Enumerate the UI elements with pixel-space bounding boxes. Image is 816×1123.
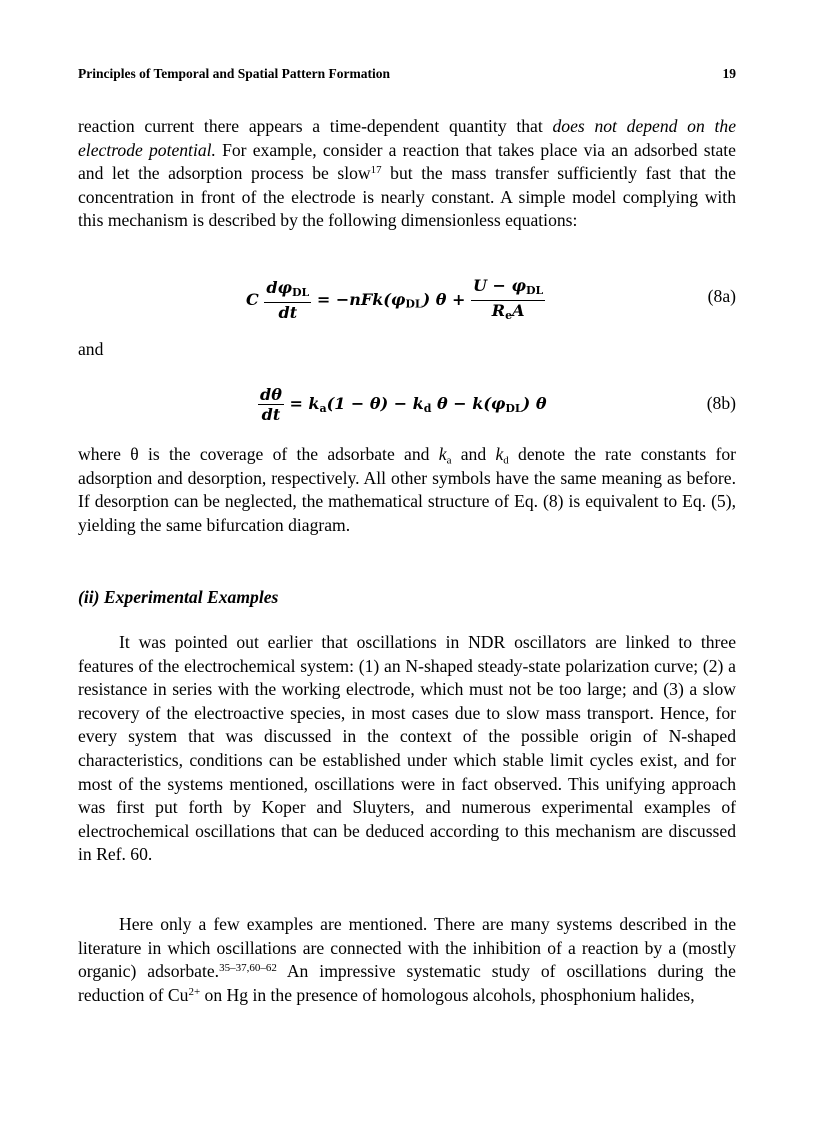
equation-8b: [78, 385, 736, 435]
eq8a-mid-sub: DL: [405, 297, 423, 311]
p2-kd-sub: d: [503, 454, 509, 467]
p1-text-a: reaction current there appears a time-dependent quantity that: [78, 116, 553, 136]
equation-8a-label: (8a): [707, 286, 736, 306]
eq8b-p3: θ − k(φ: [431, 394, 506, 413]
eq8a-den2: R: [491, 300, 506, 320]
running-title: Principles of Temporal and Spatial Pattern Formation: [78, 66, 390, 81]
p2-text-a: where θ is the coverage of the adsorbate and: [78, 444, 439, 464]
and-connector: and: [78, 339, 104, 359]
p2-ka: k: [438, 444, 447, 464]
p4-text-b: An impressive systematic study of oscillations during the reduction of Cu: [78, 961, 736, 1005]
eq8a-den2-sub: e: [505, 308, 513, 322]
eq8a-mid-tail: ) θ +: [422, 289, 466, 309]
citation-17: 17: [370, 164, 382, 177]
eq8b-p1-sub: a: [319, 401, 327, 415]
p2-text-b: and: [451, 444, 496, 464]
eq8a-mid: = −nFk(φ: [316, 289, 406, 309]
eq8b-p3-sub: DL: [505, 401, 523, 415]
eq8b-p2: (1 − θ) − k: [326, 394, 424, 413]
p1-text-b: For example, consider a reaction that takes place via an adsorbed state and let the adsorption process be slow: [78, 139, 736, 184]
eq8b-fraction: [258, 385, 284, 424]
section-heading: (ii) Experimental Examples: [78, 587, 279, 607]
p2-kd: k: [495, 444, 504, 464]
page-number: 19: [722, 66, 736, 81]
eq8b-p2-sub: d: [423, 401, 432, 415]
running-header: [78, 66, 736, 84]
equation-8b-body: [258, 385, 546, 424]
eq8b-num: dθ: [260, 385, 282, 404]
eq8b-p4: ) θ: [522, 394, 547, 413]
eq8a-den1: dt: [278, 303, 298, 323]
eq8b-den: dt: [261, 405, 281, 424]
eq8b-p1: = k: [289, 394, 320, 413]
p4-text-a: Here only a few examples are mentioned. There are many systems described in the literature in which oscillations are connected with the inhibition of a reaction by a (mostly organic) adsorbate.: [78, 914, 736, 982]
paragraph-2: [78, 443, 736, 537]
equation-8a-body: [246, 276, 545, 325]
citation-35-62: 35–37,60–62: [219, 962, 277, 975]
eq8a-num2: U − φ: [473, 276, 526, 295]
eq8a-den2-tail: A: [512, 300, 525, 320]
equation-8b-label: (8b): [706, 393, 736, 413]
eq8a-num2-sub: DL: [526, 283, 544, 297]
paragraph-4: [78, 913, 736, 1007]
paragraph-1: [78, 115, 736, 233]
p1-emphasis: does not depend on the electrode potential.: [78, 116, 736, 160]
eq8a-capacitance: C: [246, 289, 259, 309]
equation-8a: [78, 276, 736, 326]
paragraph-3: [78, 631, 736, 867]
eq8a-fraction-1: [264, 278, 311, 322]
eq8a-fraction-2: [471, 276, 545, 325]
eq8a-num1-sub: DL: [291, 286, 310, 300]
p4-text-c: on Hg in the presence of homologous alcohols, phosphonium halides,: [200, 984, 695, 1005]
p2-text-c: denote the rate constants for adsorption and desorption, respectively. All other symbols have the same meaning as before. If desorption can be neglected, the mathematical structure of Eq. (8) is equivalent to Eq. (5), yielding the same bifurcation diagram.: [78, 444, 736, 535]
p1-text-c: but the mass transfer sufficiently fast that the concentration in front of the electrode is nearly constant. A simple model complying with this mechanism is described by the following dimensionless equations:: [78, 163, 736, 231]
cu-charge: 2+: [188, 985, 201, 998]
eq8a-num1: dφ: [266, 278, 292, 298]
p2-ka-sub: a: [446, 454, 452, 467]
p3-text: It was pointed out earlier that oscillations in NDR oscillators are linked to three features of the electrochemical system: (1) an N-shaped steady-state polarization curve; (2) a resistance in series with the working electrode, which must not be too large; and (3) a slow recovery of the electroactive species, in most cases due to slow mass transport. Hence, for every system that was discussed in the context of the possible origin of N-shaped characteristics, conditions can be established under which stable limit cycles exist, and for most of the systems mentioned, oscillations were in fact observed. This unifying approach was first put forth by Koper and Sluyters, and numerous experimental examples of electrochemical oscillations that can be deduced according to this mechanism are discussed in Ref. 60.: [78, 632, 736, 865]
